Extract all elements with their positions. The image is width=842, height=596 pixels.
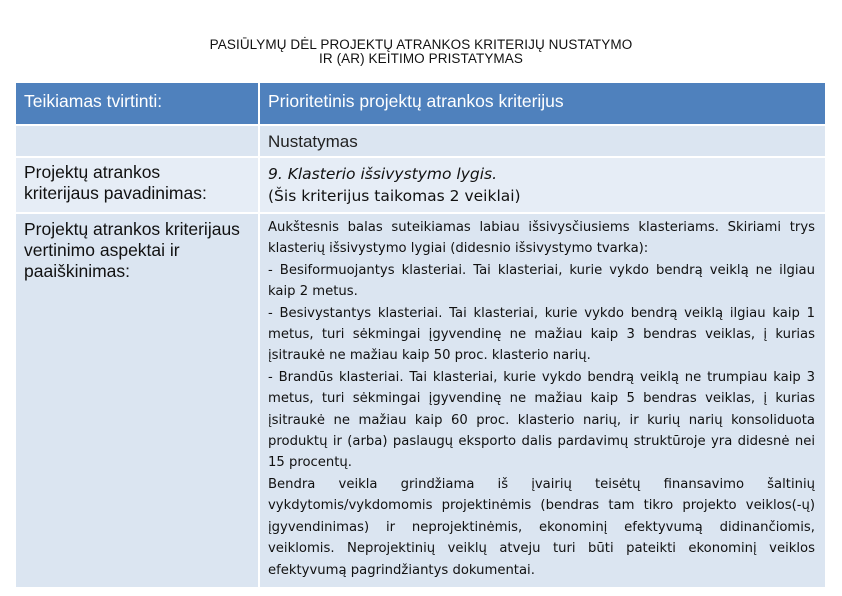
title-line-2: IR (AR) KEITIMO PRISTATYMAS bbox=[319, 51, 523, 66]
aspects-paragraph-developing: - Besivystantys klasteriai. Tai klasteriai, kurie vykdo bendrą veiklą ilgiau kaip 1 metus, turi sėkmingai įgyvendinę ne mažiau kaip 3 bendras veiklas, į kurias įsitraukė ne mažiau kaip 50 proc. klasterio narių. bbox=[268, 305, 815, 364]
title-line-1: PASIŪLYMŲ DĖL PROJEKTŲ ATRANKOS KRITERIJŲ NUSTATYMO bbox=[209, 37, 633, 52]
aspects-paragraph-intro: Aukštesnis balas suteikiamas labiau išsivysčiusiems klasteriams. Skiriami trys klasterių išsivystymo lygiai (didesnio išsivystymo tvarka): bbox=[268, 220, 815, 257]
nustatymas-label: Nustatymas bbox=[268, 132, 358, 151]
aspects-paragraph-forming: - Besiformuojantys klasteriai. Tai klasteriai, kurie vykdo bendrą veiklą ne ilgiau kaip 2 metus. bbox=[268, 262, 815, 300]
criterion-aspects-label-cell bbox=[16, 214, 258, 587]
aspects-paragraph-mature: - Brandūs klasteriai. Tai klasteriai, kurie vykdo bendrą veiklą ne trumpiau kaip 3 metus, turi sėkmingai įgyvendinę ne mažiau kaip 5 bendras veiklas, į kurias įsitraukė ne mažiau kaip 60 proc. klasterio narių, ir kurių narių konsoliduota produktų ir (arba) paslaugų eksporto dalis pardavimų struktūroje yra didesnė nei 15 procentų. bbox=[268, 369, 815, 471]
criterion-name-label-line-2: kriterijaus pavadinimas: bbox=[24, 183, 207, 203]
document-title bbox=[0, 38, 842, 66]
criterion-scope-note: (Šis kriterijus taikomas 2 veiklai) bbox=[268, 187, 521, 205]
header-left-cell bbox=[16, 83, 258, 124]
criterion-aspects-label: Projektų atrankos kriterijaus vertinimo aspektai ir paaiškinimas: bbox=[24, 219, 240, 281]
nustatymas-left-cell bbox=[16, 126, 258, 156]
criterion-name-label-cell bbox=[16, 158, 258, 212]
aspects-paragraph-common-activity: Bendra veikla grindžiama iš įvairių teisėtų finansavimo šaltinių vykdytomis/vykdomomis projektinėmis (bendras tam tikro projekto veiklos(-ų) įgyvendinimas) ir neprojektinėmis, ekonominį efektyvumą didinančiomis, veiklomis. Neprojektinių veiklų atveju turi būti pateikti ekonominį veiklos efektyvumą pagrindžiantys dokumentai. bbox=[268, 476, 815, 578]
criterion-aspects-text-cell bbox=[260, 214, 825, 587]
nustatymas-right-cell bbox=[260, 126, 825, 156]
criterion-name-label-line-1: Projektų atrankos bbox=[24, 162, 161, 182]
criterion-name-value-cell bbox=[260, 158, 825, 212]
header-right-cell bbox=[260, 83, 825, 124]
header-right-label: Prioritetinis projektų atrankos kriterijus bbox=[268, 91, 564, 111]
criterion-name-value: 9. Klasterio išsivystymo lygis. bbox=[268, 165, 498, 183]
header-left-label: Teikiamas tvirtinti: bbox=[24, 91, 163, 111]
